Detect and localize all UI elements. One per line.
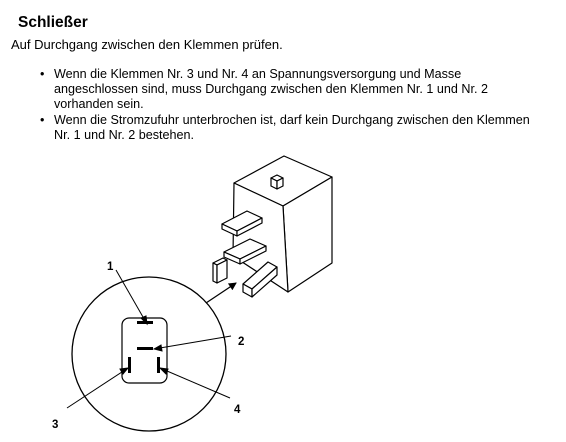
page-title: Schließer bbox=[18, 14, 88, 31]
bullet-icon: • bbox=[40, 112, 45, 127]
bullet-line: Wenn die Stromzufuhr unterbrochen ist, darf kein Durchgang zwischen den Klemmen bbox=[54, 112, 530, 127]
callout-number-2: 2 bbox=[238, 336, 245, 348]
bullet-line: Wenn die Klemmen Nr. 3 und Nr. 4 an Spannungsversorgung und Masse bbox=[54, 67, 462, 81]
terminal-4 bbox=[157, 357, 160, 373]
terminal-3 bbox=[128, 357, 131, 373]
bullet-line: Nr. 1 und Nr. 2 bestehen. bbox=[54, 127, 195, 142]
callout-number-3: 3 bbox=[52, 419, 59, 431]
callout-number-1: 1 bbox=[107, 261, 114, 273]
callout-number-4: 4 bbox=[234, 404, 241, 416]
intro-text: Auf Durchgang zwischen den Klemmen prüfen. bbox=[11, 37, 283, 52]
relay-pin-left bbox=[213, 258, 227, 283]
bullet-icon: • bbox=[40, 67, 45, 81]
terminal-2 bbox=[137, 347, 153, 350]
pointer-arrow bbox=[206, 283, 236, 303]
bullet-line: angeschlossen sind, muss Durchgang zwischen den Klemmen Nr. 1 und Nr. 2 bbox=[54, 82, 489, 97]
bullet-line: vorhanden sein. bbox=[54, 97, 144, 112]
